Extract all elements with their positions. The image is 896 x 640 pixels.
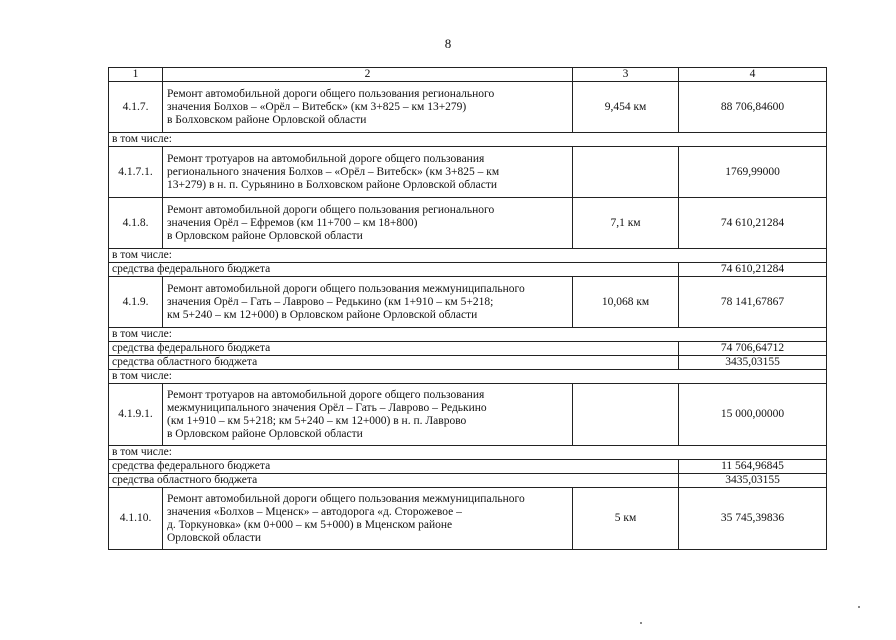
description-line: Орловской области	[167, 531, 262, 544]
item-length: 9,454 км	[573, 82, 679, 133]
funding-amount: 11 564,96845	[679, 460, 827, 474]
item-description	[163, 277, 573, 328]
description-line: значения Орёл – Ефремов (км 11+700 – км 18+800)	[167, 216, 418, 229]
item-amount: 1769,99000	[679, 147, 827, 198]
header-cell: 1	[109, 68, 163, 82]
funding-source-row	[109, 342, 827, 356]
item-row	[109, 147, 827, 198]
item-number: 4.1.7.	[109, 82, 163, 133]
description-line: Ремонт автомобильной дороги общего пользования межмуниципального	[167, 282, 525, 295]
description-line: значения Орёл – Гать – Лаврово – Редькино (км 1+910 – км 5+218;	[167, 295, 494, 308]
description-line: в Орловском районе Орловской области	[167, 229, 363, 242]
description-line: в Орловском районе Орловской области	[167, 427, 363, 440]
description-line: Ремонт автомобильной дороги общего пользования регионального	[167, 87, 495, 100]
item-row	[109, 488, 827, 550]
funding-source-row	[109, 474, 827, 488]
page-number: 8	[444, 36, 452, 51]
subtotal-label-row	[109, 446, 827, 460]
description-line: Ремонт автомобильной дороги общего пользования межмуниципального	[167, 492, 525, 505]
item-length	[573, 147, 679, 198]
including-label: в том числе:	[109, 446, 827, 460]
description-line: регионального значения Болхов – «Орёл – Витебск» (км 3+825 – км	[167, 165, 500, 178]
item-row	[109, 198, 827, 249]
including-label: в том числе:	[109, 133, 827, 147]
description-line: межмуниципального значения Орёл – Гать – Лаврово – Редькино	[167, 401, 487, 414]
item-length: 5 км	[573, 488, 679, 550]
including-label: в том числе:	[109, 249, 827, 263]
description-line: 13+279) в н. п. Сурьянино в Болховском районе Орловской области	[167, 178, 497, 191]
description-line: д. Торкуновка» (км 0+000 – км 5+000) в Мценском районе	[167, 518, 453, 531]
scan-speck	[858, 606, 860, 608]
item-description	[163, 147, 573, 198]
table-header-row	[109, 68, 827, 82]
header-cell: 3	[573, 68, 679, 82]
description-line: (км 1+910 – км 5+218; км 5+240 – км 12+000) в н. п. Лаврово	[167, 414, 467, 427]
funding-source-label: средства областного бюджета	[109, 356, 679, 370]
description-line: значения «Болхов – Мценск» – автодорога «д. Сторожевое –	[167, 505, 462, 518]
item-row	[109, 384, 827, 446]
funding-source-row	[109, 460, 827, 474]
funding-source-row	[109, 263, 827, 277]
funding-source-label: средства федерального бюджета	[109, 263, 679, 277]
subtotal-label-row	[109, 328, 827, 342]
funding-amount: 3435,03155	[679, 474, 827, 488]
header-cell: 4	[679, 68, 827, 82]
subtotal-label-row	[109, 133, 827, 147]
funding-source-label: средства федерального бюджета	[109, 342, 679, 356]
description-line: Ремонт автомобильной дороги общего пользования регионального	[167, 203, 495, 216]
funding-amount: 74 610,21284	[679, 263, 827, 277]
item-amount: 35 745,39836	[679, 488, 827, 550]
item-length	[573, 384, 679, 446]
item-row	[109, 82, 827, 133]
item-description	[163, 82, 573, 133]
item-number: 4.1.9.1.	[109, 384, 163, 446]
description-line: Ремонт тротуаров на автомобильной дороге общего пользования	[167, 152, 485, 165]
item-number: 4.1.10.	[109, 488, 163, 550]
description-line: значения Болхов – «Орёл – Витебск» (км 3+825 – км 13+279)	[167, 100, 467, 113]
item-length: 7,1 км	[573, 198, 679, 249]
including-label: в том числе:	[109, 370, 827, 384]
funding-source-row	[109, 356, 827, 370]
header-cell: 2	[163, 68, 573, 82]
item-amount: 78 141,67867	[679, 277, 827, 328]
funding-amount: 74 706,64712	[679, 342, 827, 356]
funding-amount: 3435,03155	[679, 356, 827, 370]
scan-speck	[640, 622, 642, 624]
including-label: в том числе:	[109, 328, 827, 342]
item-description	[163, 488, 573, 550]
item-number: 4.1.8.	[109, 198, 163, 249]
item-description	[163, 198, 573, 249]
budget-table	[108, 67, 827, 550]
item-amount: 15 000,00000	[679, 384, 827, 446]
description-line: в Болховском районе Орловской области	[167, 113, 367, 126]
subtotal-label-row	[109, 249, 827, 263]
item-number: 4.1.9.	[109, 277, 163, 328]
description-line: км 5+240 – км 12+000) в Орловском районе Орловской области	[167, 308, 478, 321]
item-amount: 88 706,84600	[679, 82, 827, 133]
description-line: Ремонт тротуаров на автомобильной дороге общего пользования	[167, 388, 485, 401]
item-number: 4.1.7.1.	[109, 147, 163, 198]
funding-source-label: средства федерального бюджета	[109, 460, 679, 474]
funding-source-label: средства областного бюджета	[109, 474, 679, 488]
subtotal-label-row	[109, 370, 827, 384]
item-length: 10,068 км	[573, 277, 679, 328]
item-amount: 74 610,21284	[679, 198, 827, 249]
item-description	[163, 384, 573, 446]
item-row	[109, 277, 827, 328]
